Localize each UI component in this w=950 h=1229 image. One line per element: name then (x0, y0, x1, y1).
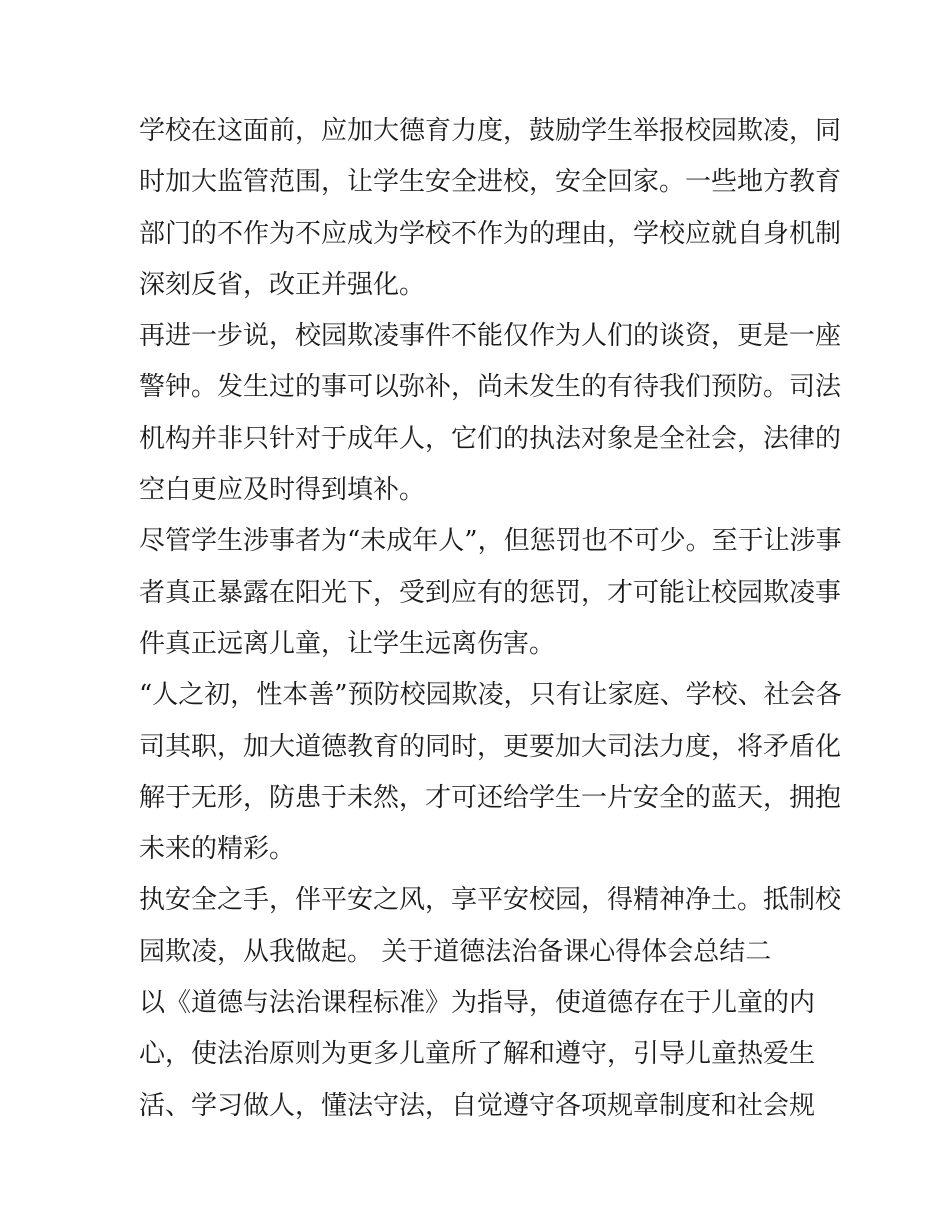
text-line: 学校在这面前，应加大德育力度，鼓励学生举报校园欺凌，同 (139, 116, 842, 146)
text-line: 者真正暴露在阳光下，受到应有的惩罚，才可能让校园欺凌事 (139, 577, 842, 608)
text-line: 未来的精彩。 (139, 834, 296, 865)
text-line: “人之初，性本善”预防校园欺凌，只有让家庭、学校、社会各 (139, 680, 842, 711)
text-line: 时加大监管范围，让学生安全进校，安全回家。一些地方教育 (139, 167, 842, 198)
text-line: 以《道德与法治课程标准》为指导，使道德存在于儿童的内 (139, 988, 816, 1019)
text-line: 警钟。发生过的事可以弥补，尚未发生的有待我们预防。司法 (139, 372, 842, 403)
text-line: 件真正远离儿童，让学生远离伤害。 (139, 628, 556, 659)
text-line: 机构并非只针对于成年人，它们的执法对象是全社会，法律的 (139, 423, 842, 454)
text-line: 园欺凌，从我做起。 关于道德法治备课心得体会总结二 (139, 936, 772, 967)
text-line: 空白更应及时得到填补。 (139, 475, 426, 506)
text-line: 解于无形，防患于未然，才可还给学生一片安全的蓝天，拥抱 (139, 782, 842, 813)
text-line: 司其职，加大道德教育的同时，更要加大司法力度，将矛盾化 (139, 731, 842, 762)
text-line: 执安全之手，伴平安之风，享平安校园，得精神净土。抵制校 (139, 885, 842, 916)
text-line: 尽管学生涉事者为“未成年人”，但惩罚也不可少。至于让涉事 (139, 526, 842, 557)
text-line: 深刻反省，改正并强化。 (139, 269, 426, 300)
text-line: 再进一步说，校园欺凌事件不能仅作为人们的谈资，更是一座 (139, 321, 842, 352)
text-line: 心，使法治原则为更多儿童所了解和遵守，引导儿童热爱生 (139, 1039, 816, 1070)
text-line: 活、学习做人，懂法守法，自觉遵守各项规章制度和社会规 (139, 1090, 816, 1121)
text-line: 部门的不作为不应成为学校不作为的理由，学校应就自身机制 (139, 218, 842, 249)
document-body (139, 106, 842, 1132)
